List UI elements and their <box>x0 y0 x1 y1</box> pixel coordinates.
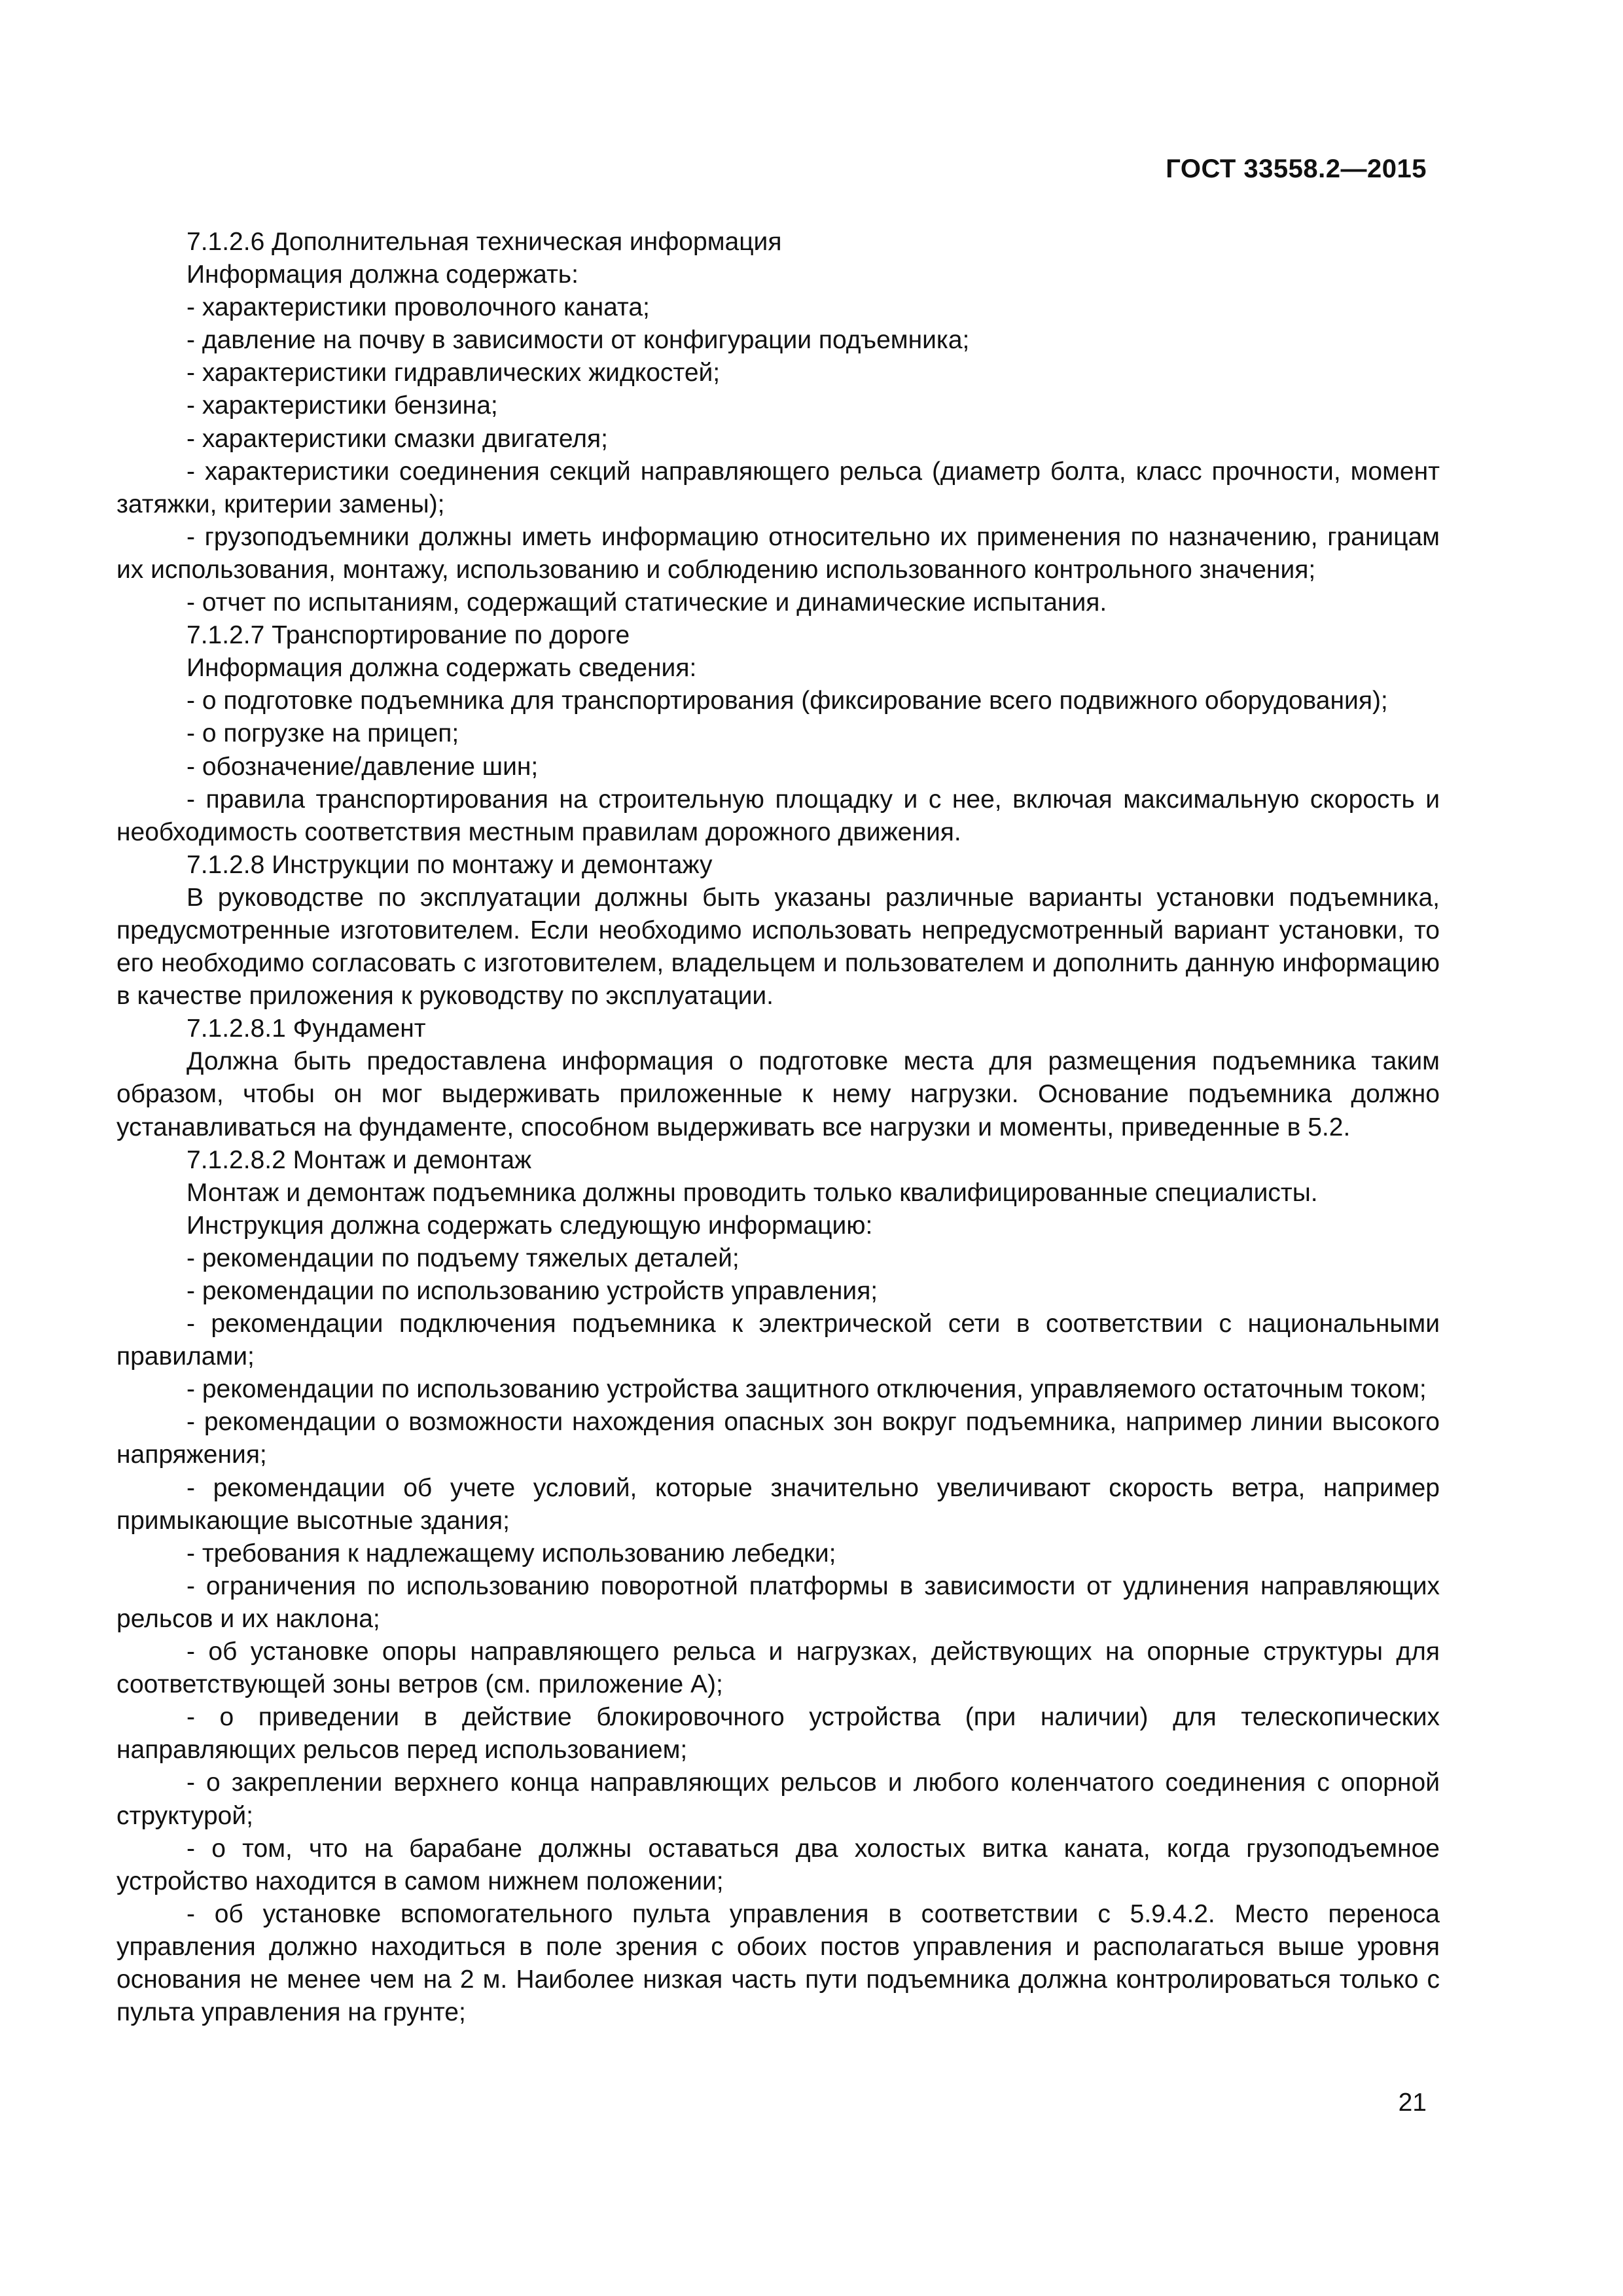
list-item: - требования к надлежащему использованию лебедки; <box>187 1539 836 1568</box>
section-heading: 7.1.2.8.2 Монтаж и демонтаж <box>187 1145 532 1174</box>
list-item: - о подготовке подъемника для транспортирования (фиксирование всего подвижного оборудования); <box>187 687 1388 715</box>
list-item: - рекомендации подключения подъемника к электрической сети в соответствии с национальными правилами; <box>116 1310 1440 1371</box>
list-item: - о погрузке на прицеп; <box>187 719 459 748</box>
list-item: - правила транспортирования на строительную площадку и с нее, включая максимальную скорость и необходимость соответствия местным правилам дорожного движения. <box>116 785 1440 846</box>
list-item: - ограничения по использованию поворотной платформы в зависимости от удлинения направляющих рельсов и их наклона; <box>116 1571 1440 1633</box>
section-heading: 7.1.2.6 Дополнительная техническая информация <box>187 228 782 256</box>
list-item: - рекомендации по использованию устройств управления; <box>187 1277 878 1305</box>
body-paragraph: Инструкция должна содержать следующую информацию: <box>187 1211 873 1240</box>
list-item: - характеристики проволочного каната; <box>187 293 650 322</box>
list-item: - о приведении в действие блокировочного устройства (при наличии) для телескопических направляющих рельсов перед использованием; <box>116 1703 1440 1765</box>
body-paragraph: Информация должна содержать сведения: <box>187 654 697 683</box>
list-item: - о том, что на барабане должны оставаться два холостых витка каната, когда грузоподъемное устройство находится в самом нижнем положении; <box>116 1834 1440 1895</box>
list-item: - рекомендации об учете условий, которые значительно увеличивают скорость ветра, например примыкающие высотные здания; <box>116 1473 1440 1535</box>
list-item: - характеристики соединения секций направляющего рельса (диаметр болта, класс прочности, момент затяжки, критерии замены); <box>116 457 1440 518</box>
list-item: - отчет по испытаниям, содержащий статические и динамические испытания. <box>187 588 1107 617</box>
list-item: - обозначение/давление шин; <box>187 752 539 781</box>
list-item: - об установке вспомогательного пульта управления в соответствии с 5.9.4.2. Место переноса управления должно находиться в поле зрения с обоих постов управления и располагаться выше уровня основания не менее чем на 2 м. Наиболее низкая часть пути подъемника должна контролироваться только с пульта управления на грунте; <box>116 1899 1440 2027</box>
list-item: - характеристики смазки двигателя; <box>187 424 608 453</box>
list-item: - рекомендации о возможности нахождения опасных зон вокруг подъемника, например линии высокого напряжения; <box>116 1408 1440 1469</box>
page-number: 21 <box>1398 2089 1427 2117</box>
list-item: - рекомендации по использованию устройства защитного отключения, управляемого остаточным током; <box>187 1375 1427 1404</box>
list-item: - грузоподъемники должны иметь информацию относительно их применения по назначению, границам их использования, монтажу, использованию и соблюдению использованного контрольного значения; <box>116 522 1440 584</box>
list-item: - характеристики гидравлических жидкостей; <box>187 359 721 387</box>
body-paragraph: Информация должна содержать: <box>187 260 579 289</box>
section-heading: 7.1.2.8.1 Фундамент <box>187 1014 426 1043</box>
body-paragraph: Монтаж и демонтаж подъемника должны проводить только квалифицированные специалисты. <box>187 1178 1318 1207</box>
list-item: - об установке опоры направляющего рельса и нагрузках, действующих на опорные структуры для соответствующей зоны ветров (см. приложение А); <box>116 1638 1440 1699</box>
list-item: - характеристики бензина; <box>187 391 498 420</box>
list-item: - о закреплении верхнего конца направляющих рельсов и любого коленчатого соединения с опорной структурой; <box>116 1768 1440 1830</box>
section-heading: 7.1.2.7 Транспортирование по дороге <box>187 621 630 650</box>
list-item: - рекомендации по подъему тяжелых деталей; <box>187 1244 740 1272</box>
section-heading: 7.1.2.8 Инструкции по монтажу и демонтажу <box>187 850 713 879</box>
document-code: ГОСТ 33558.2—2015 <box>1166 154 1427 183</box>
document-body <box>116 226 1440 2029</box>
list-item: - давление на почву в зависимости от конфигурации подъемника; <box>187 326 970 355</box>
body-paragraph: В руководстве по эксплуатации должны быть указаны различные варианты установки подъемника, предусмотренные изготовителем. Если необходимо использовать непредусмотренный вариант установки, то его необходимо согласовать с изготовителем, владельцем и пользователем и дополнить данную информацию в качестве приложения к руководству по эксплуатации. <box>116 883 1440 1011</box>
body-paragraph: Должна быть предоставлена информация о подготовке места для размещения подъемника таким образом, чтобы он мог выдерживать приложенные к нему нагрузки. Основание подъемника должно устанавливаться на фундаменте, способном выдерживать все нагрузки и моменты, приведенные в 5.2. <box>116 1047 1440 1141</box>
